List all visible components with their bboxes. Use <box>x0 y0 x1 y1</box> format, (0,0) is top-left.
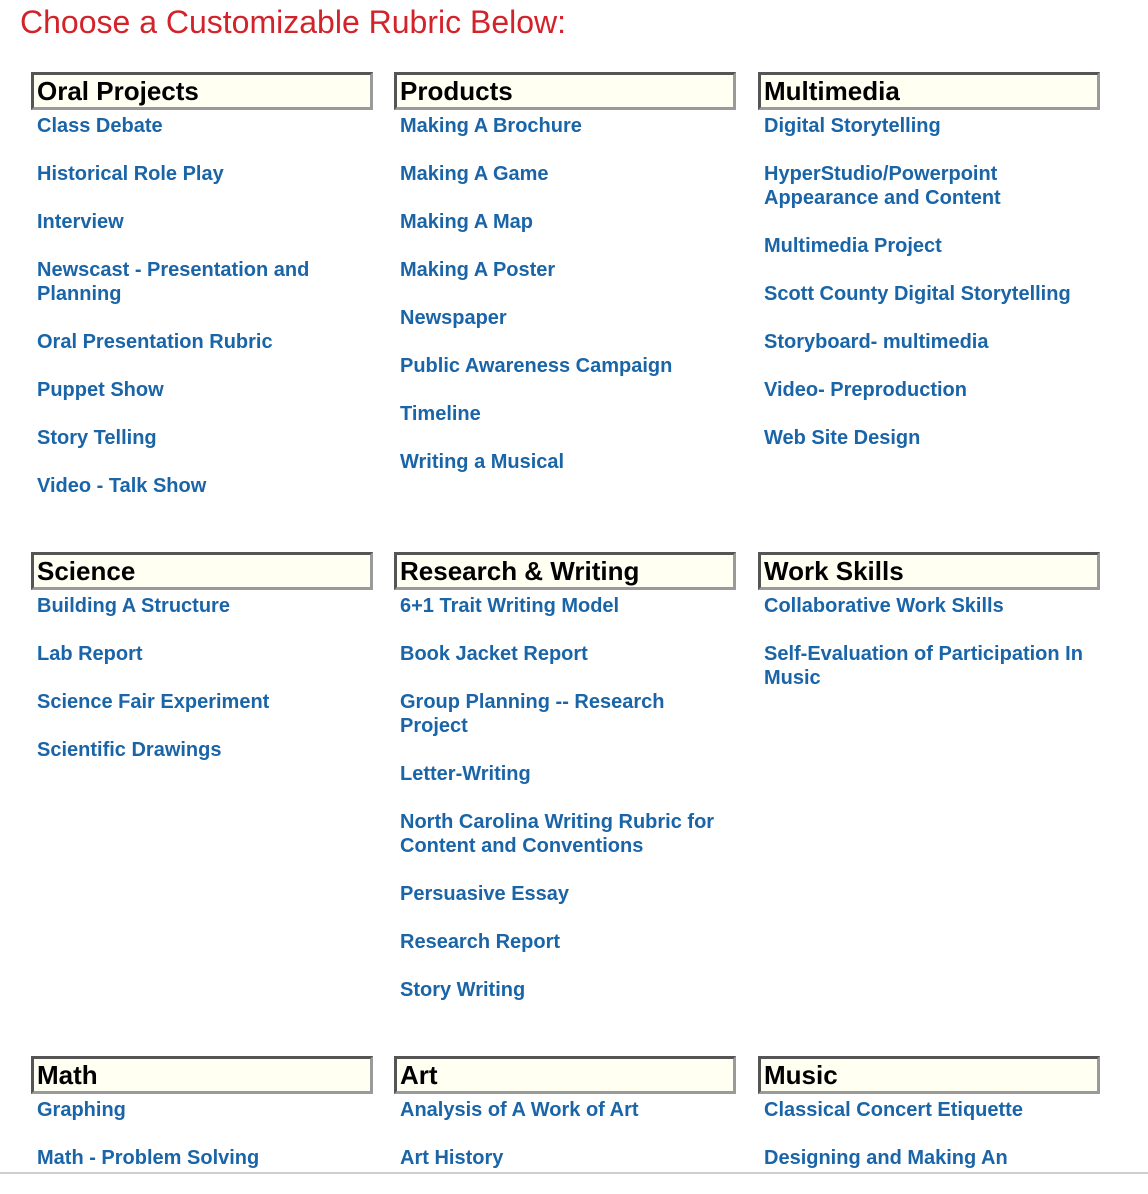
rubric-link-persuasive-essay[interactable]: Persuasive Essay <box>400 883 570 905</box>
rubric-list-math <box>31 1098 373 1170</box>
rubric-link-6-1-trait-writing-model[interactable]: 6+1 Trait Writing Model <box>400 595 620 617</box>
rubric-link-video-talk-show[interactable]: Video - Talk Show <box>37 475 207 497</box>
rubric-link-letter-writing[interactable]: Letter-Writing <box>400 763 531 785</box>
rubric-list-art <box>394 1098 736 1170</box>
section-products <box>394 72 736 498</box>
section-header-multimedia: Multimedia <box>758 72 1100 110</box>
rubric-link-making-a-game[interactable]: Making A Game <box>400 163 549 185</box>
rubric-link-science-fair-experiment[interactable]: Science Fair Experiment <box>37 691 270 713</box>
section-header-math: Math <box>31 1056 373 1094</box>
rubric-link-making-a-poster[interactable]: Making A Poster <box>400 259 556 281</box>
rubric-link-story-writing[interactable]: Story Writing <box>400 979 526 1001</box>
section-research-writing <box>394 552 736 1026</box>
rubric-link-public-awareness-campaign[interactable]: Public Awareness Campaign <box>400 355 673 377</box>
rubric-link-digital-storytelling[interactable]: Digital Storytelling <box>764 115 941 137</box>
rubric-link-classical-concert-etiquette[interactable]: Classical Concert Etiquette <box>764 1099 1023 1121</box>
section-work-skills <box>758 552 1100 714</box>
section-header-research-writing: Research & Writing <box>394 552 736 590</box>
rubric-link-newspaper[interactable]: Newspaper <box>400 307 507 329</box>
rubric-link-graphing[interactable]: Graphing <box>37 1099 126 1121</box>
rubric-link-newscast[interactable]: Newscast - Presentation and Planning <box>37 259 310 305</box>
section-science <box>31 552 373 786</box>
rubric-link-building-a-structure[interactable]: Building A Structure <box>37 595 230 617</box>
rubric-link-group-planning-research-project[interactable]: Group Planning -- Research Project <box>400 691 665 737</box>
rubric-link-research-report[interactable]: Research Report <box>400 931 561 953</box>
rubric-link-storyboard-multimedia[interactable]: Storyboard- multimedia <box>764 331 989 353</box>
rubric-link-video-preproduction[interactable]: Video- Preproduction <box>764 379 967 401</box>
rubric-link-math-problem-solving[interactable]: Math - Problem Solving <box>37 1147 260 1169</box>
rubric-link-class-debate[interactable]: Class Debate <box>37 115 163 137</box>
rubric-link-puppet-show[interactable]: Puppet Show <box>37 379 164 401</box>
rubric-list-music <box>758 1098 1100 1170</box>
rubric-link-interview[interactable]: Interview <box>37 211 124 233</box>
rubric-link-self-evaluation-music[interactable]: Self-Evaluation of Participation In Music <box>764 643 1083 689</box>
section-header-products: Products <box>394 72 736 110</box>
rubric-link-scientific-drawings[interactable]: Scientific Drawings <box>37 739 222 761</box>
rubric-link-scott-county-digital-storytelling[interactable]: Scott County Digital Storytelling <box>764 283 1071 305</box>
rubric-link-story-telling[interactable]: Story Telling <box>37 427 157 449</box>
rubric-list-oral-projects <box>31 114 373 498</box>
rubric-link-web-site-design[interactable]: Web Site Design <box>764 427 921 449</box>
rubric-link-multimedia-project[interactable]: Multimedia Project <box>764 235 942 257</box>
section-header-art: Art <box>394 1056 736 1094</box>
section-oral-projects <box>31 72 373 522</box>
section-header-science: Science <box>31 552 373 590</box>
rubric-link-art-history[interactable]: Art History <box>400 1147 504 1169</box>
rubric-list-products <box>394 114 736 474</box>
rubric-link-historical-role-play[interactable]: Historical Role Play <box>37 163 224 185</box>
rubric-link-analysis-of-a-work-of-art[interactable]: Analysis of A Work of Art <box>400 1099 639 1121</box>
rubric-link-hyperstudio-powerpoint[interactable]: HyperStudio/Powerpoint Appearance and Content <box>764 163 1001 209</box>
rubric-link-timeline[interactable]: Timeline <box>400 403 481 425</box>
rubric-link-lab-report[interactable]: Lab Report <box>37 643 143 665</box>
rubric-link-oral-presentation[interactable]: Oral Presentation Rubric <box>37 331 273 353</box>
section-header-oral-projects: Oral Projects <box>31 72 373 110</box>
page-title: Choose a Customizable Rubric Below: <box>20 4 567 40</box>
section-multimedia <box>758 72 1100 474</box>
section-header-work-skills: Work Skills <box>758 552 1100 590</box>
rubric-list-science <box>31 594 373 762</box>
rubric-link-writing-a-musical[interactable]: Writing a Musical <box>400 451 565 473</box>
rubric-list-research-writing <box>394 594 736 1002</box>
rubric-link-making-a-brochure[interactable]: Making A Brochure <box>400 115 582 137</box>
rubric-link-making-a-map[interactable]: Making A Map <box>400 211 533 233</box>
rubric-link-north-carolina-writing-rubric[interactable]: North Carolina Writing Rubric for Content and Conventions <box>400 811 715 857</box>
rubric-link-collaborative-work-skills[interactable]: Collaborative Work Skills <box>764 595 1004 617</box>
rubric-link-book-jacket-report[interactable]: Book Jacket Report <box>400 643 588 665</box>
section-header-music: Music <box>758 1056 1100 1094</box>
rubric-list-work-skills <box>758 594 1100 690</box>
rubric-list-multimedia <box>758 114 1100 450</box>
rubric-link-designing-and-making-an[interactable]: Designing and Making An <box>764 1147 1008 1169</box>
